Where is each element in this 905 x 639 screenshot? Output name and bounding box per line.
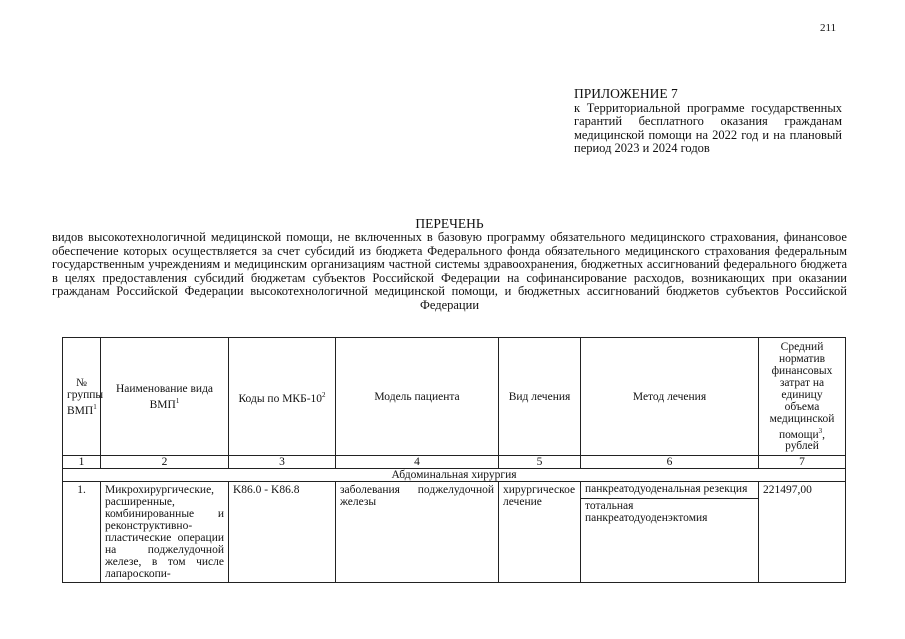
col-header-method: Метод лечения (581, 338, 759, 456)
header-row (63, 338, 846, 456)
appendix-block (574, 87, 842, 156)
treatment-method-item: панкреатодуоденальная резекция (585, 483, 748, 495)
section-row (63, 469, 846, 482)
column-number-row (63, 456, 846, 469)
vmp-name-cell: Микрохирургические, расширенные, комбинированные и реконструктивно-пластические операции на поджелудочной железе, в том числе лапароскопи- (101, 482, 229, 583)
treatment-type-cell: хирургическое лечение (499, 482, 581, 583)
appendix-text: к Территориальной программе государственных гарантий бесплатного оказания гражданам медицинской помощи на 2022 год и на плановый период 2023 и 2024 годов (574, 100, 842, 155)
col-number: 5 (499, 456, 581, 469)
col-header-model: Модель пациента (336, 338, 499, 456)
document-heading (52, 216, 847, 313)
col-header-name: Наименование вида ВМП$^1$ (101, 338, 229, 456)
col-number: 4 (336, 456, 499, 469)
col-number: 7 (759, 456, 846, 469)
page-number: 211 (820, 22, 837, 34)
treatment-method-item: тотальная панкреатодуоденэктомия (581, 498, 758, 527)
treatment-method-cell (581, 482, 759, 583)
col-header-group: № группы ВМП$^1$ (63, 338, 101, 456)
col-number: 2 (101, 456, 229, 469)
section-title: Абдоминальная хирургия (63, 469, 846, 482)
heading-title: ПЕРЕЧЕНЬ (415, 216, 484, 231)
appendix-title: ПРИЛОЖЕНИЕ 7 (574, 86, 678, 101)
col-header-treatment: Вид лечения (499, 338, 581, 456)
group-number-cell: 1. (63, 482, 101, 583)
col-header-cost: Средний норматив финансовых затрат на единицу объема медицинской помощи$^3$, рублей (759, 338, 846, 456)
cost-cell: 221497,00 (759, 482, 846, 583)
col-number: 1 (63, 456, 101, 469)
vmp-table (62, 337, 846, 583)
heading-subtitle: видов высокотехнологичной медицинской помощи, не включенных в базовую программу обязательного медицинского страхования, финансовое обеспечение которых осуществляется за счет субсидий из бюджета Федерального фонда обязательного медицинского страхования федеральным государственным учреждениям и медицинским организациям частной системы здравоохранения, бюджетных ассигнований федерального бюджета в целях предоставления субсидий бюджетам субъектов Российской Федерации на софинансирование расходов, возникающих при оказании гражданам Российской Федерации высокотехнологичной медицинской помощи, и бюджетных ассигнований бюджетов субъектов Российской Федерации (52, 230, 847, 312)
table-row (63, 482, 846, 583)
icd-codes-cell: K86.0 - K86.8 (229, 482, 336, 583)
col-number: 6 (581, 456, 759, 469)
patient-model-cell: заболевания поджелудочной железы (336, 482, 499, 583)
col-number: 3 (229, 456, 336, 469)
col-header-codes: Коды по МКБ-$10^2$ (229, 338, 336, 456)
